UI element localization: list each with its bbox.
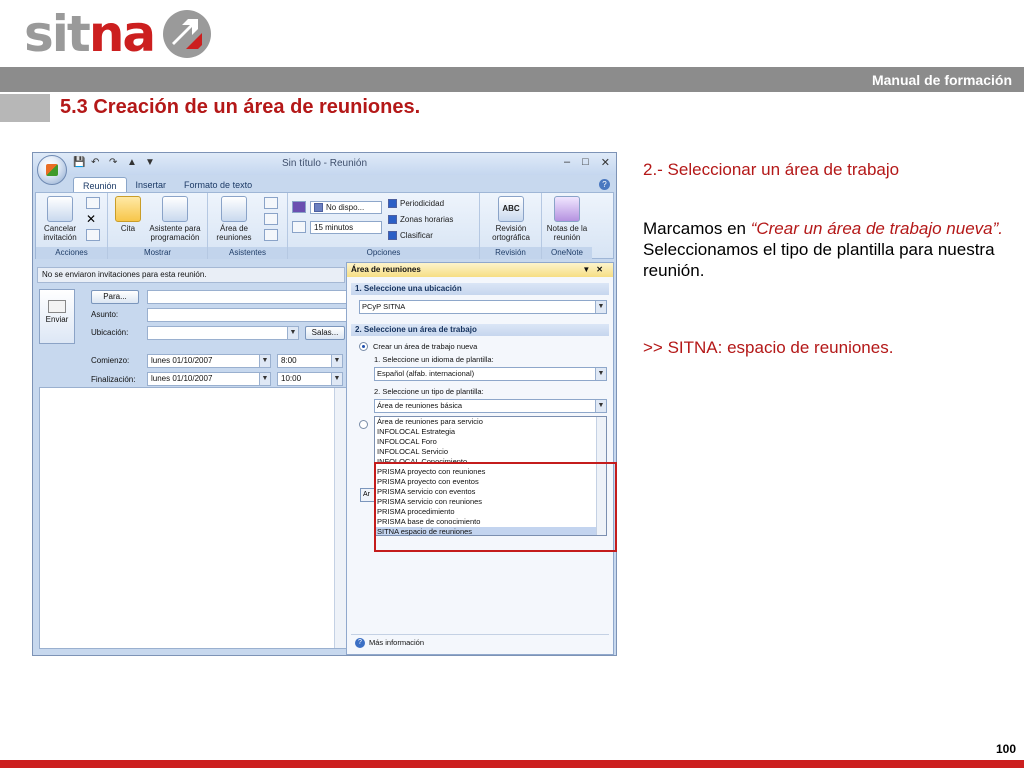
minimize-icon[interactable]: – [564, 156, 571, 168]
footer-bar [0, 760, 1024, 768]
pane-header: Área de reuniones ▼✕ [347, 263, 613, 277]
info-bar: No se enviaron invitaciones para esta reunión. [37, 267, 345, 283]
chevron-down-icon[interactable]: ▼ [331, 355, 342, 367]
template-select[interactable]: Área de reuniones básica ▼ [374, 399, 607, 413]
list-item[interactable]: Área de reuniones para servicio [377, 417, 483, 426]
cita-button[interactable]: Cita [114, 196, 142, 233]
reminder-bell-icon [292, 221, 306, 233]
scheduling-assistant-button[interactable]: Asistente para programación [146, 196, 204, 242]
create-new-radio[interactable] [359, 342, 368, 351]
existing-workspace-radio[interactable] [359, 420, 368, 429]
tab-formato-texto[interactable]: Formato de texto [184, 180, 253, 190]
group-label-revision: Revisión [480, 247, 541, 259]
end-label: Finalización: [91, 375, 136, 384]
calendar-cancel-icon [47, 196, 73, 222]
language-label: 1. Seleccione un idioma de plantilla: [374, 355, 494, 364]
chevron-down-icon[interactable]: ▼ [595, 400, 606, 412]
slide-title: 5.3 Creación de un área de reuniones. [60, 96, 421, 118]
group-opciones [288, 193, 480, 259]
categorize-button[interactable]: Clasificar [388, 231, 433, 240]
show-as-select[interactable]: No dispo... [310, 201, 382, 214]
list-item[interactable]: INFOLOCAL Servicio [377, 447, 448, 456]
list-item[interactable]: INFOLOCAL Conocimiento [377, 457, 468, 466]
list-item-selected[interactable]: SITNA espacio de reuniones [375, 527, 606, 536]
body-scrollbar[interactable] [334, 388, 346, 648]
list-item[interactable]: PRISMA proyecto con eventos [377, 477, 479, 486]
address-book-icon[interactable] [86, 197, 100, 209]
rooms-button[interactable]: Salas... [305, 326, 345, 340]
tab-reunion[interactable]: Reunión [73, 177, 127, 194]
group-revision [480, 193, 542, 259]
meeting-workspace-pane [346, 262, 614, 655]
subject-field[interactable] [147, 308, 347, 322]
chevron-down-icon[interactable]: ▼ [331, 373, 342, 385]
instructions-paragraph: Marcamos en “Crear un área de trabajo nueva”. Seleccionamos el tipo de plantilla para nuestra reunión. [643, 219, 1004, 280]
time-zone-icon [388, 215, 397, 224]
group-mostrar [108, 193, 208, 259]
reminder-select[interactable]: 15 minutos [310, 221, 382, 234]
options-icon[interactable] [264, 229, 278, 241]
start-label: Comienzo: [91, 356, 130, 365]
list-item[interactable]: INFOLOCAL Foro [377, 437, 437, 446]
list-item[interactable]: PRISMA base de conocimiento [377, 517, 481, 526]
sitna-logo [24, 5, 212, 63]
subject-label: Asunto: [91, 310, 119, 319]
group-label-opciones: Opciones [288, 247, 479, 259]
help-icon[interactable]: ? [599, 179, 610, 190]
location-label: Ubicación: [91, 328, 129, 337]
office-button[interactable] [37, 155, 67, 185]
busy-status-icon [292, 201, 306, 213]
logo-text: sitna [24, 5, 155, 63]
people-icon [221, 196, 247, 222]
window-title: Sin título - Reunión [281, 158, 368, 169]
info-icon: ? [355, 638, 365, 648]
highlighted-option: “Crear un área de trabajo nueva”. [750, 219, 1004, 238]
categorize-icon [388, 231, 397, 240]
onenote-icon [554, 196, 580, 222]
to-button[interactable]: Para... [91, 290, 139, 304]
window-titlebar [33, 153, 616, 175]
redo-icon[interactable]: ↷ [109, 157, 118, 168]
quick-access-toolbar [73, 157, 157, 169]
group-asistentes [208, 193, 288, 259]
chevron-down-icon[interactable]: ▼ [595, 301, 606, 313]
pane-partial-button[interactable]: Ar [360, 488, 378, 502]
list-item[interactable]: PRISMA proyecto con reuniones [377, 467, 486, 476]
more-info-link[interactable]: ? Más información [351, 634, 609, 650]
result-text: >> SITNA: espacio de reuniones. [643, 338, 894, 357]
save-icon[interactable]: 💾 [73, 157, 86, 168]
title-marker [0, 94, 50, 122]
create-new-label: Crear un área de trabajo nueva [373, 342, 478, 351]
page-number: 100 [995, 742, 1016, 756]
meeting-notes-button[interactable]: Notas de la reunión [544, 196, 590, 242]
list-item[interactable]: PRISMA servicio con eventos [377, 487, 476, 496]
abc-spelling-icon: ABC [498, 196, 524, 222]
forward-icon[interactable] [86, 229, 100, 241]
recurrence-icon [388, 199, 397, 208]
list-item[interactable]: PRISMA servicio con reuniones [377, 497, 483, 506]
chevron-down-icon[interactable]: ▼ [259, 355, 270, 367]
chevron-down-icon[interactable]: ▼ [287, 327, 298, 339]
meeting-body[interactable] [39, 387, 347, 649]
chevron-down-icon[interactable]: ▼ [595, 368, 606, 380]
end-date-field[interactable]: lunes 01/10/2007 ▼ [147, 372, 271, 386]
group-label-asistentes: Asistentes [208, 247, 287, 259]
list-item[interactable]: INFOLOCAL Estrategia [377, 427, 456, 436]
window-controls [564, 156, 610, 169]
status-color-icon [314, 203, 323, 212]
up-arrow-icon[interactable]: ▲ [127, 157, 137, 168]
check-names-icon[interactable] [264, 213, 278, 225]
group-label-onenote: OneNote [542, 247, 592, 259]
list-item[interactable]: PRISMA procedimiento [377, 507, 455, 516]
location-field[interactable] [147, 326, 299, 340]
close-icon[interactable]: ✕ [600, 157, 610, 169]
group-acciones [36, 193, 108, 259]
scheduling-grid-icon [162, 196, 188, 222]
header-bar [0, 67, 1024, 92]
pane-controls [582, 263, 609, 277]
highlight-box [374, 462, 617, 552]
time-zones-button[interactable]: Zonas horarias [388, 215, 453, 224]
group-label-mostrar: Mostrar [108, 247, 207, 259]
envelope-icon [48, 300, 66, 313]
outlook-meeting-window [32, 152, 617, 656]
end-time-field[interactable]: 10:00 ▼ [277, 372, 343, 386]
ribbon [35, 192, 614, 259]
pane-close-icon[interactable]: ✕ [596, 265, 609, 274]
location-select[interactable]: PCyP SITNA ▼ [359, 300, 607, 314]
logo-arrows-icon [162, 9, 212, 59]
appointment-icon [115, 196, 141, 222]
section-workspace-header: 2. Seleccione un área de trabajo [351, 324, 609, 336]
book-icon[interactable] [264, 197, 278, 209]
step-heading: 2.- Seleccionar un área de trabajo [643, 160, 900, 179]
section-location-header: 1. Seleccione una ubicación [351, 283, 609, 295]
chevron-down-icon[interactable]: ▼ [259, 373, 270, 385]
language-select[interactable]: Español (alfab. internacional) ▼ [374, 367, 607, 381]
group-label-acciones: Acciones [36, 247, 107, 259]
tab-insertar[interactable]: Insertar [135, 180, 167, 190]
cancel-invitation-button[interactable]: Cancelar invitación [40, 196, 80, 242]
group-onenote [542, 193, 592, 259]
to-field[interactable] [147, 290, 347, 304]
recurrence-button[interactable]: Periodicidad [388, 199, 444, 208]
template-type-label: 2. Seleccione un tipo de plantilla: [374, 387, 484, 396]
send-button[interactable]: Enviar [39, 289, 75, 344]
manual-label: Manual de formación [871, 72, 1012, 88]
spelling-button[interactable]: ABC Revisión ortográfica [484, 196, 538, 242]
start-date-field[interactable]: lunes 01/10/2007 ▼ [147, 354, 271, 368]
meeting-workspace-button[interactable]: Área de reuniones [214, 196, 254, 242]
delete-icon[interactable]: ✕ [86, 212, 97, 226]
undo-icon[interactable]: ↶ [91, 157, 100, 168]
maximize-icon[interactable]: □ [582, 156, 589, 168]
start-time-field[interactable]: 8:00 ▼ [277, 354, 343, 368]
pane-menu-icon[interactable]: ▼ [582, 265, 597, 274]
down-arrow-icon[interactable]: ▼ [145, 157, 155, 168]
